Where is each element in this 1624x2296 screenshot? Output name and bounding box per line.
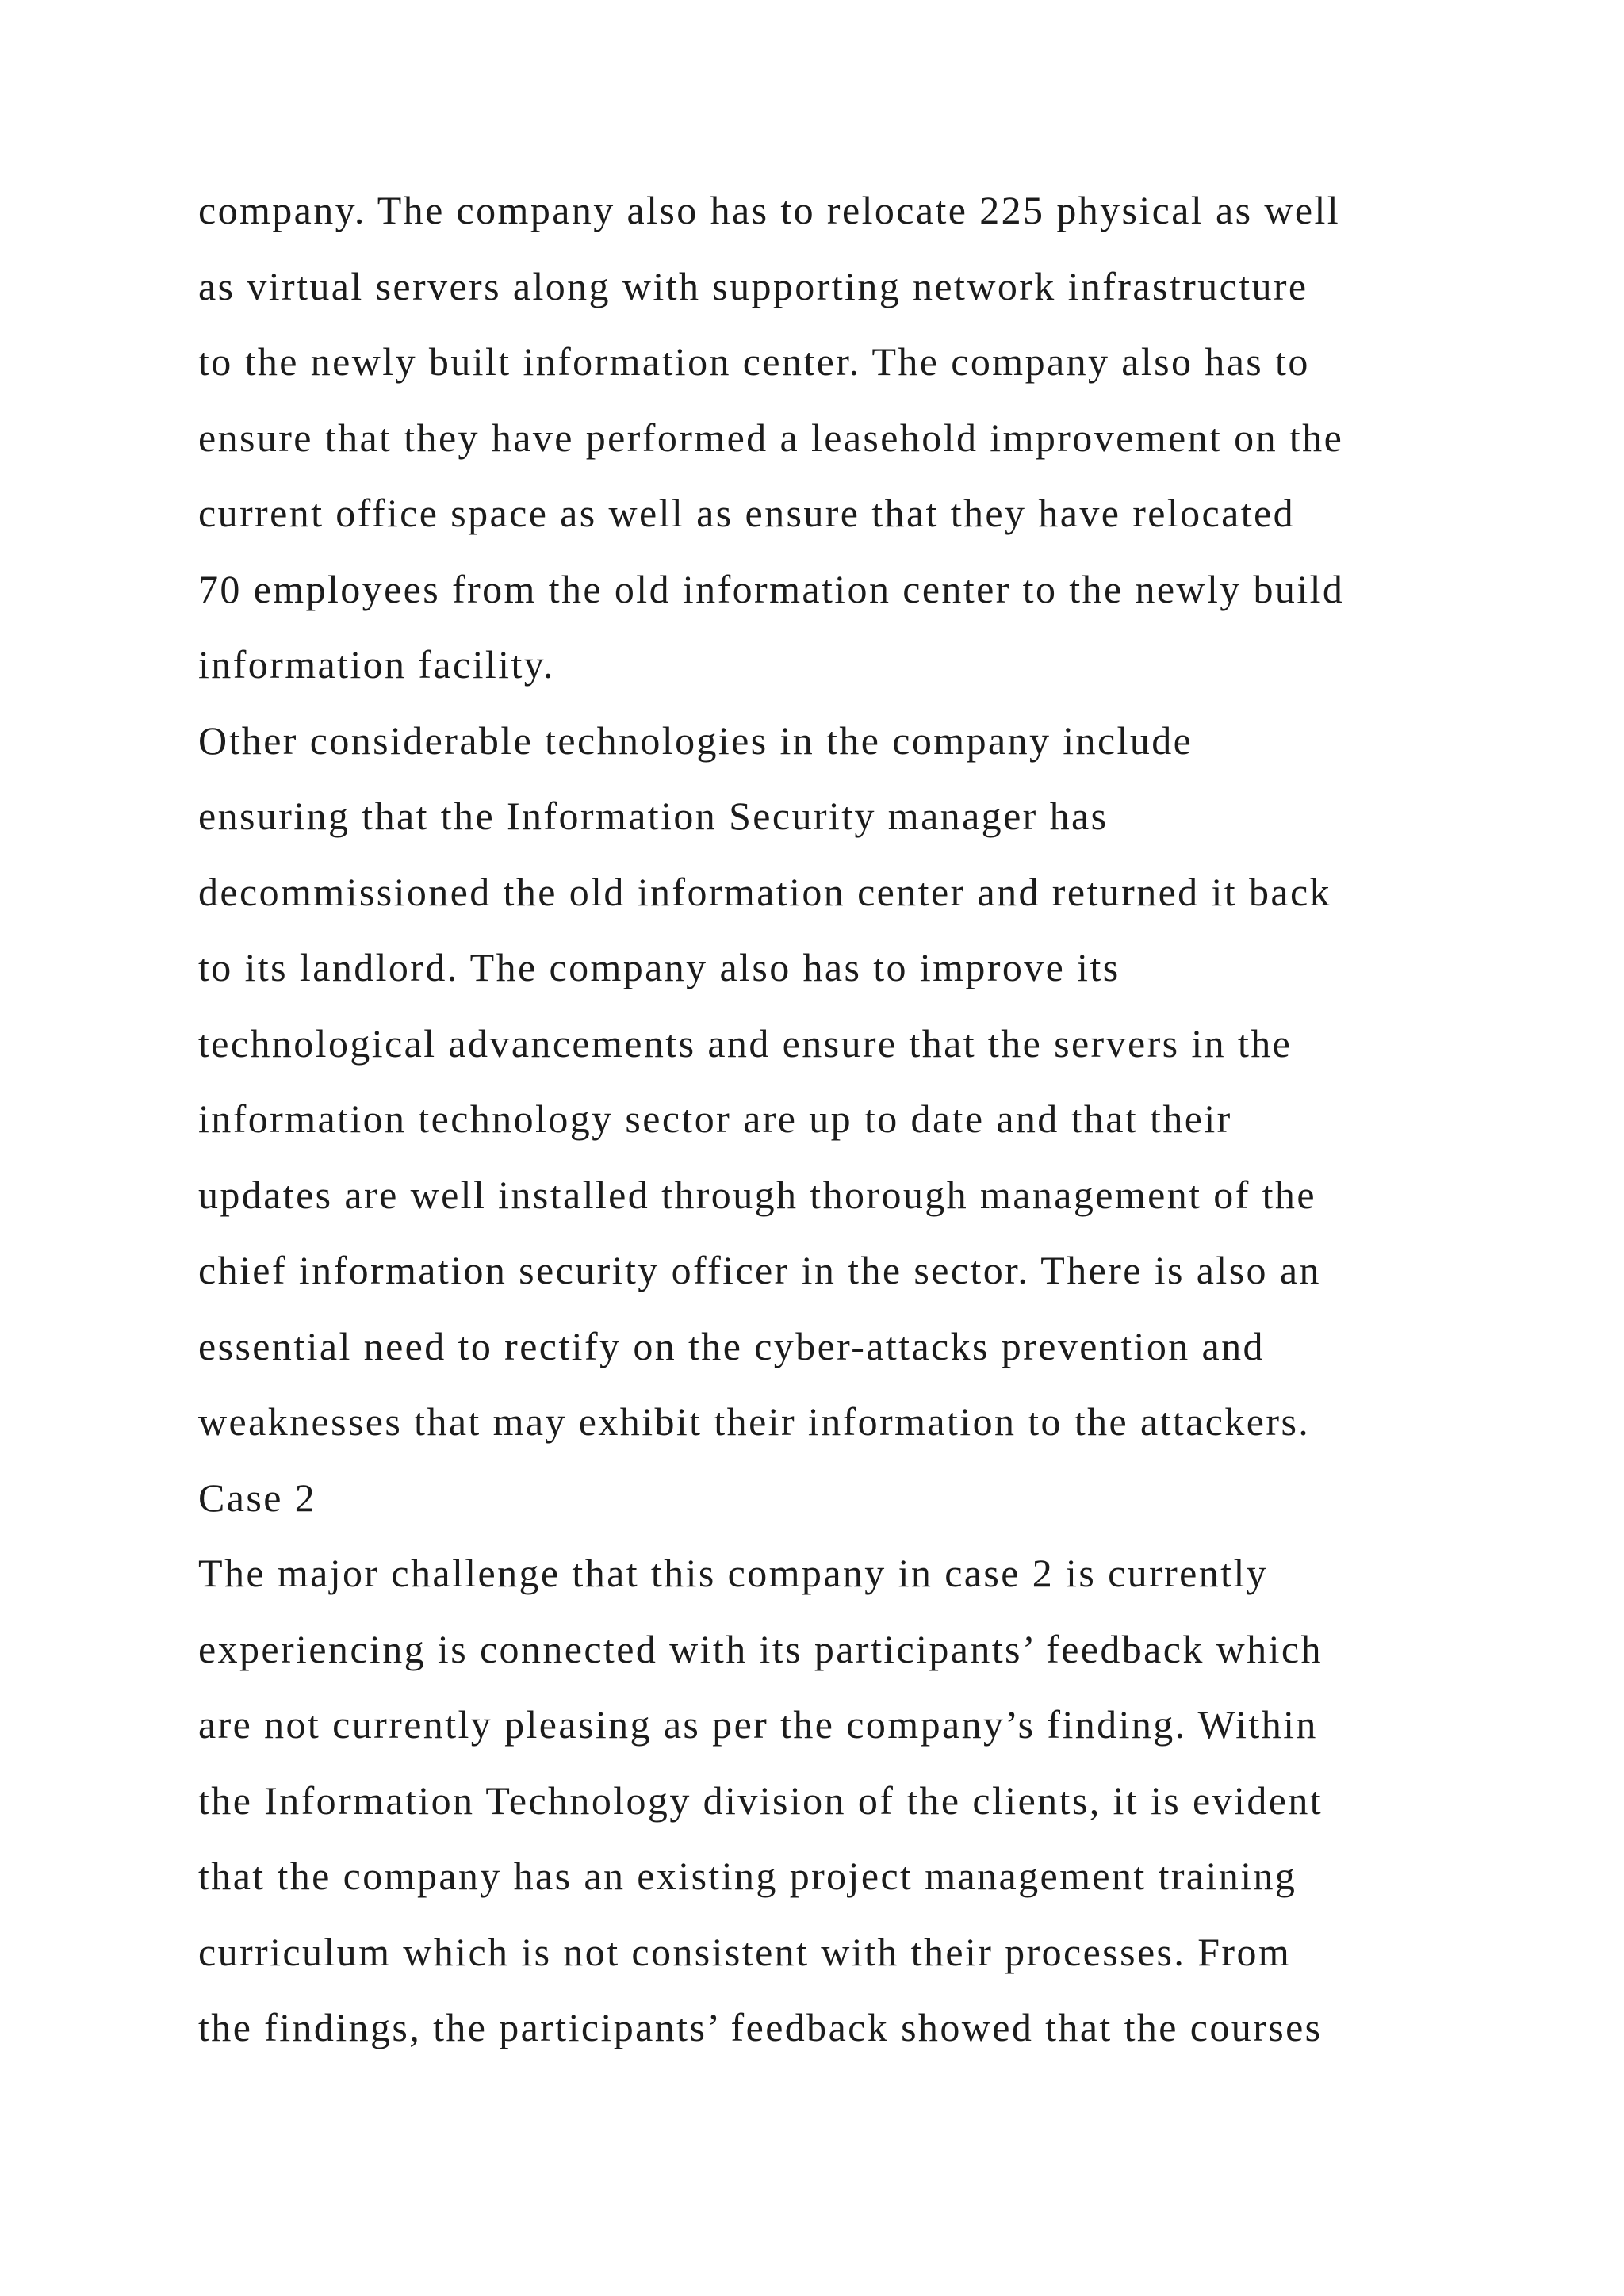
section-heading-case-2: Case 2 bbox=[198, 1475, 317, 1520]
text-line: that the company has an existing project management training bbox=[198, 1854, 1297, 1898]
text-line: information facility. bbox=[198, 642, 555, 687]
text-line: Other considerable technologies in the company include bbox=[198, 718, 1193, 763]
text-line: 70 employees from the old information center to the newly build bbox=[198, 566, 1345, 611]
text-line: curriculum which is not consistent with their processes. From bbox=[198, 1929, 1292, 1974]
text-line: ensuring that the Information Security manager has bbox=[198, 794, 1109, 838]
text-line: ensure that they have performed a leasehold improvement on the bbox=[198, 415, 1344, 460]
text-line: chief information security officer in the sector. There is also an bbox=[198, 1248, 1321, 1292]
text-line: the Information Technology division of the clients, it is evident bbox=[198, 1777, 1323, 1823]
text-line: weaknesses that may exhibit their information to the attackers. bbox=[198, 1399, 1311, 1444]
text-line: updates are well installed through thorough management of the bbox=[198, 1172, 1316, 1217]
text-line: to the newly built information center. The company also has to bbox=[198, 339, 1310, 384]
text-line: to its landlord. The company also has to improve its bbox=[198, 945, 1120, 989]
text-line: experiencing is connected with its participants’ feedback which bbox=[198, 1626, 1323, 1671]
text-line: The major challenge that this company in case 2 is currently bbox=[198, 1551, 1269, 1595]
text-line: as virtual servers along with supporting network infrastructure bbox=[198, 263, 1308, 308]
text-line: the findings, the participants’ feedback showed that the courses bbox=[198, 2005, 1323, 2049]
text-line: company. The company also has to relocate 225 physical as well bbox=[198, 188, 1341, 232]
text-line: decommissioned the old information center and returned it back bbox=[198, 869, 1331, 914]
text-line: current office space as well as ensure that they have relocated bbox=[198, 491, 1296, 535]
text-line: essential need to rectify on the cyber-attacks prevention and bbox=[198, 1323, 1265, 1368]
document-body bbox=[198, 173, 1515, 2066]
text-line: information technology sector are up to date and that their bbox=[198, 1096, 1232, 1141]
text-line: are not currently pleasing as per the company’s finding. Within bbox=[198, 1702, 1318, 1747]
text-line: technological advancements and ensure that the servers in the bbox=[198, 1020, 1293, 1066]
